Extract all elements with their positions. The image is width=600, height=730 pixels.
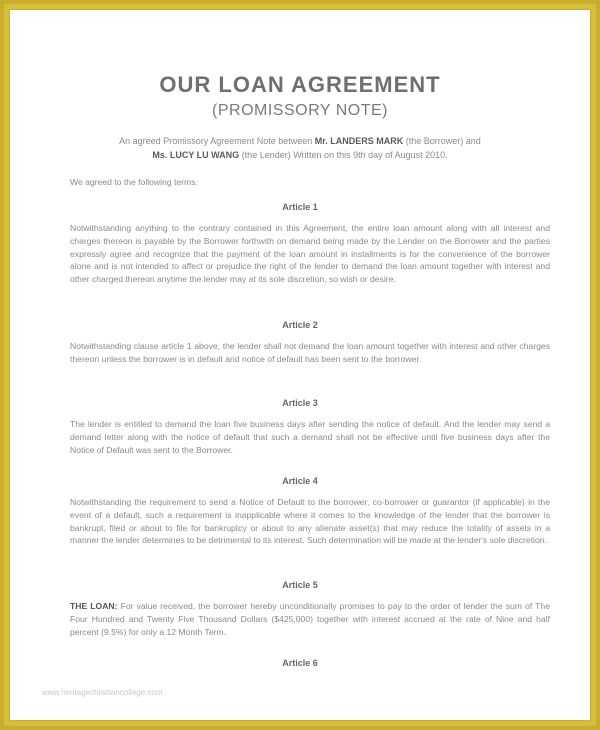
- watermark: www.heritagechristiancollege.com: [42, 688, 163, 697]
- lender-name: Ms. LUCY LU WANG: [152, 150, 240, 160]
- article-4-heading: Article 4: [282, 476, 318, 486]
- intro-line2-suffix: (the Lender) Written on this 9th day of August 2010.: [239, 150, 448, 160]
- terms-intro: We agreed to the following terms.: [70, 177, 198, 187]
- article-5-lead: THE LOAN:: [70, 601, 118, 611]
- article-2-text: Notwithstanding clause article 1 above, the lender shall not demand the loan amount together with interest and other charges thereon unless the borrower is in default and notice of default has been sent to the borrower.: [70, 341, 550, 364]
- article-5-body: For value received, the borrower hereby unconditionally promises to pay to the order of lender the sum of The Four Hundred and Twenty Five Thousand Dollars ($425,000) together with interest accrued at the rate of Nine and half percent (9.5%) for only a 12 Month Term.: [70, 601, 550, 637]
- article-5-text: [70, 600, 550, 638]
- intro-line1-prefix: An agreed Promissory Agreement Note between: [119, 136, 315, 146]
- borrower-name: Mr. LANDERS MARK: [314, 136, 404, 146]
- document-frame: [4, 4, 596, 726]
- document-subtitle: (PROMISSORY NOTE): [212, 102, 388, 119]
- article-6-heading: Article 6: [282, 658, 318, 668]
- document-page: [10, 10, 590, 720]
- article-2-heading: Article 2: [282, 320, 318, 330]
- article-5-heading: Article 5: [282, 580, 318, 590]
- intro-paragraph: [90, 134, 510, 162]
- document-title: OUR LOAN AGREEMENT: [159, 72, 441, 97]
- article-1-text: Notwithstanding anything to the contrary contained in this Agreement, the entire loan amount along with all interest and charges thereon is payable by the Borrower forthwith on demand being made by the Lender on the Borrower and the parties expressly agree and recognize that the payment of the loan amount in installments is for the convenience of the borrower alone and is not intended to affect or prejudice the right of the lender to demand the loan amount together with interest and other charged thereon anytime the lender may at its sole discretion, so wish or desire.: [70, 223, 550, 285]
- intro-line1-suffix: (the Borrower) and: [403, 136, 481, 146]
- article-4-text: Notwithstanding the requirement to send a Notice of Default to the borrower, co-borrower or guarantor (if applicable) in the event of a default, such a requirement is inapplicable where it comes to the knowledge of the lender that the borrower is bankrupt, filed or about to file for bankruptcy or about to any alienate asset(s) that may reduce the totality of assets in a manner the lender determines to be detrimental to its interest. Such determination will be made at the lender's sole discretion.: [70, 497, 550, 546]
- article-1-heading: Article 1: [282, 202, 318, 212]
- article-3-heading: Article 3: [282, 398, 318, 408]
- article-3-text: The lender is entitled to demand the loan five business days after sending the notice of default. And the lender may send a demand letter along with the notice of default that such a demand shall not be effective until five business days after the Notice of Default was sent to the Borrower.: [70, 419, 550, 455]
